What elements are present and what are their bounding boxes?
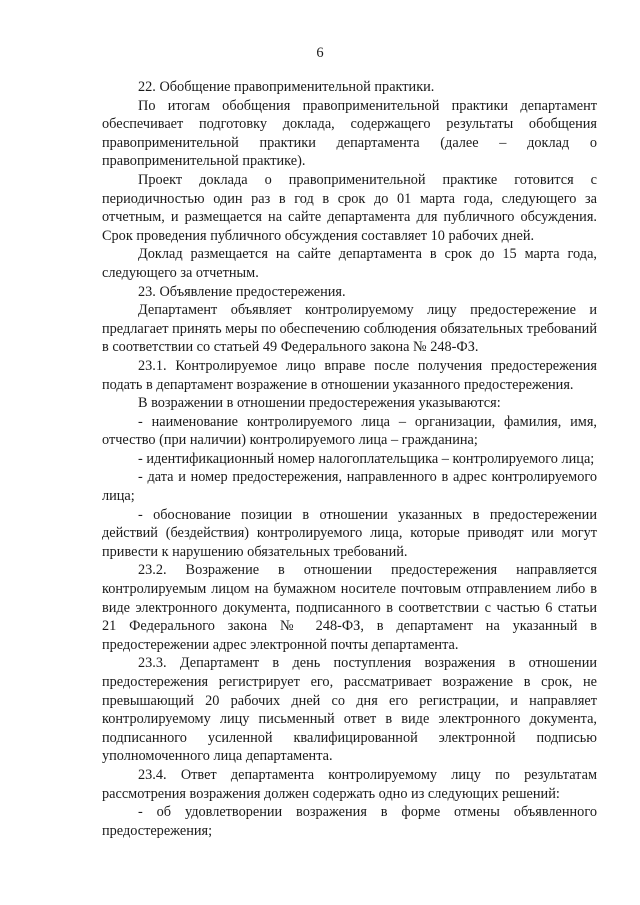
- paragraph: 23.1. Контролируемое лицо вправе после получения предостережения подать в департамент возражение в отношении указанного предостережения.: [102, 357, 597, 393]
- paragraph: Департамент объявляет контролируемому лицу предостережение и предлагает принять меры по обеспечению соблюдения обязательных требований в соответствии со статьей 49 Федерального закона № 248-ФЗ.: [102, 302, 597, 356]
- list-item: - дата и номер предостережения, направленного в адрес контролируемого лица;: [102, 469, 597, 505]
- list-item: - обоснование позиции в отношении указанных в предостережении действий (бездействия) контролируемого лица, которые приводят или могут привести к нарушению обязательных требований.: [102, 506, 597, 560]
- paragraph: Доклад размещается на сайте департамента в срок до 15 марта года, следующего за отчетным.: [102, 246, 597, 281]
- paragraph: 22. Обобщение правоприменительной практики.: [138, 79, 435, 95]
- paragraph: Проект доклада о правоприменительной практике готовится с периодичностью один раз в год в срок до 01 марта года, следующего за отчетным, и размещается на сайте департамента для публичного обсуждения. Срок проведения публичного обсуждения составляет 10 рабочих дней.: [102, 171, 597, 244]
- list-item: - об удовлетворении возражения в форме отмены объявленного предостережения;: [102, 804, 597, 839]
- section-heading: 23. Объявление предостережения.: [138, 283, 346, 300]
- paragraph: 23.4. Ответ департамента контролируемому лицу по результатам рассмотрения возражения должен содержать одно из следующих решений:: [102, 766, 597, 802]
- paragraph: 23.3. Департамент в день поступления возражения в отношении предостережения регистрирует его, рассматривает возражение в срок, не превышающий 20 рабочих дней со дня его регистрации, и направляет контролируемому лицу письменный ответ в виде электронного документа, подписанного усиленной квалифицированной электронной подписью уполномоченного лица департамента.: [102, 655, 597, 765]
- list-item: - идентификационный номер налогоплательщика – контролируемого лица;: [138, 450, 595, 467]
- paragraph: В возражении в отношении предостережения указываются:: [138, 395, 501, 412]
- page-number: 6: [316, 45, 324, 61]
- document-body: [102, 78, 597, 840]
- list-item: - наименование контролируемого лица – организации, фамилия, имя, отчество (при наличии) контролируемого лица – гражданина;: [102, 413, 597, 449]
- paragraph: 23.2. Возражение в отношении предостережения направляется контролируемым лицом на бумажном носителе почтовым отправлением либо в виде электронного документа, подписанного в соответствии с частью 6 статьи 21 Федерального закона № 248-ФЗ, в департамент на указанный в предостережении адрес электронной почты департамента.: [102, 562, 597, 653]
- paragraph: По итогам обобщения правоприменительной практики департамент обеспечивает подготовку доклада, содержащего результаты обобщения правоприменительной практики департамента (далее – доклад о правоприменительной практике).: [102, 97, 597, 170]
